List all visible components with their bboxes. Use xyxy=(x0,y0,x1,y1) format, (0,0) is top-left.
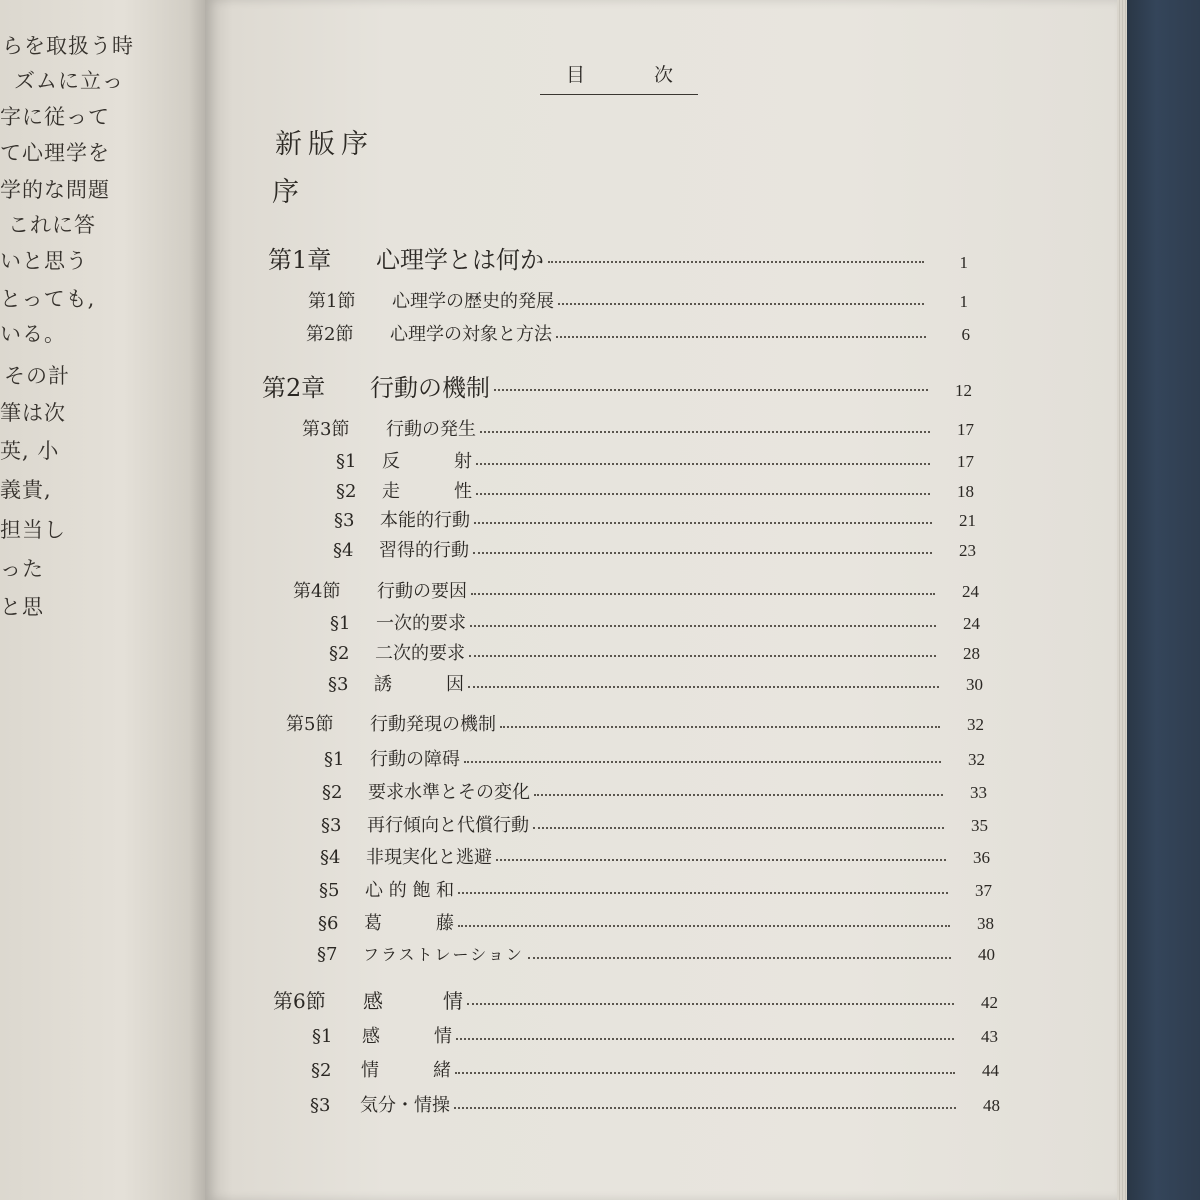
dot-leader xyxy=(473,552,932,554)
left-page-line: その計 xyxy=(4,364,70,388)
entry-number: §2 xyxy=(322,782,343,803)
entry-number: 第3節 xyxy=(302,419,350,440)
toc-heading-left: 目 xyxy=(566,64,586,86)
entry-title: 行動の要因 xyxy=(377,581,467,602)
entry-title: 行動発現の機制 xyxy=(370,714,496,735)
left-page-line: と思 xyxy=(0,595,44,619)
toc-entry-subsection xyxy=(324,745,985,771)
toc-entry-section xyxy=(302,415,974,441)
entry-title: フラストレーション xyxy=(363,945,524,964)
entry-number: §7 xyxy=(317,944,338,965)
toc-entry-chapter xyxy=(262,368,972,403)
dot-leader xyxy=(469,655,936,657)
toc-entry-subsection xyxy=(321,811,988,837)
entry-title: 習得的行動 xyxy=(379,540,469,561)
dot-leader xyxy=(480,431,930,433)
toc-entry-subsection xyxy=(336,477,974,503)
toc-entry-subsection xyxy=(334,506,976,532)
toc-entry-subsection xyxy=(311,1056,999,1082)
entry-number: §3 xyxy=(310,1095,331,1116)
entry-title: 行動の発生 xyxy=(386,419,476,440)
dot-leader xyxy=(470,625,936,627)
toc-entry-chapter xyxy=(268,240,968,275)
entry-title: 気分・情操 xyxy=(360,1095,450,1116)
entry-title: 葛 藤 xyxy=(364,913,454,934)
entry-page: 17 xyxy=(957,452,974,471)
entry-page: 32 xyxy=(967,715,984,734)
entry-number: §6 xyxy=(318,913,339,934)
entry-title: 本能的行動 xyxy=(380,510,470,531)
entry-number: §1 xyxy=(336,451,357,472)
entry-page: 17 xyxy=(957,420,974,439)
entry-number: 第4節 xyxy=(293,581,341,602)
entry-page: 40 xyxy=(978,945,995,964)
toc-entry-subsection xyxy=(336,447,974,473)
entry-page: 44 xyxy=(982,1061,999,1080)
dot-leader xyxy=(458,892,948,894)
left-page-line: これに答 xyxy=(8,213,96,237)
entry-title: 行動の障碍 xyxy=(370,749,460,770)
toc-entry-subsection xyxy=(322,778,987,804)
entry-title: 感 情 xyxy=(363,989,463,1013)
dot-leader xyxy=(496,859,946,861)
entry-number: 第1節 xyxy=(308,291,356,312)
entry-page: 28 xyxy=(963,644,980,663)
left-facing-page xyxy=(0,0,205,1200)
entry-page: 6 xyxy=(961,325,970,344)
entry-number: §4 xyxy=(320,847,341,868)
dot-leader xyxy=(458,925,950,927)
toc-entry-subsection xyxy=(320,843,990,869)
toc-entry-subsection xyxy=(319,876,992,902)
entry-title: 心理学の歴史的発展 xyxy=(392,291,554,312)
entry-page: 43 xyxy=(981,1027,998,1046)
dot-leader xyxy=(474,522,932,524)
entry-number: §2 xyxy=(311,1060,332,1081)
left-page-line: った xyxy=(0,557,44,581)
entry-title: 反 射 xyxy=(382,451,472,472)
left-page-line: いる。 xyxy=(0,322,66,346)
left-page-line: いと思う xyxy=(0,249,88,273)
toc-heading xyxy=(540,58,698,95)
entry-page: 30 xyxy=(966,675,983,694)
entry-page: 42 xyxy=(981,993,998,1012)
entry-page: 24 xyxy=(962,582,979,601)
dot-leader xyxy=(500,726,940,728)
entry-title: 非現実化と逃避 xyxy=(366,847,492,868)
entry-title: 走 性 xyxy=(382,481,472,502)
dot-leader xyxy=(533,827,944,829)
toc-entry-subsection xyxy=(318,909,994,935)
dot-leader xyxy=(534,794,943,796)
toc-entry-section xyxy=(273,985,998,1014)
left-page-line: らを取扱う時 xyxy=(2,34,134,58)
entry-title: 感 情 xyxy=(362,1026,452,1047)
dot-leader xyxy=(476,463,930,465)
entry-page: 1 xyxy=(959,253,968,272)
dot-leader xyxy=(528,957,951,959)
left-page-line: て心理学を xyxy=(0,141,110,165)
dot-leader xyxy=(467,1003,954,1005)
entry-number: 第2章 xyxy=(262,374,326,402)
entry-number: §1 xyxy=(330,613,351,634)
entry-page: 24 xyxy=(963,614,980,633)
entry-title: 心 的 飽 和 xyxy=(365,880,455,901)
dot-leader xyxy=(456,1038,954,1040)
toc-entry-subsection xyxy=(312,1022,998,1048)
entry-number: §2 xyxy=(329,643,350,664)
preface: 序 xyxy=(272,177,305,208)
entry-number: §1 xyxy=(324,749,345,770)
dot-leader xyxy=(476,493,930,495)
entry-title: 要求水準とその変化 xyxy=(368,782,530,803)
entry-number: §5 xyxy=(319,880,340,901)
toc-entry-subsection xyxy=(310,1091,1000,1117)
entry-number: §3 xyxy=(328,674,349,695)
dot-leader xyxy=(471,593,935,595)
entry-number: 第6節 xyxy=(273,989,326,1013)
entry-number: 第5節 xyxy=(286,714,334,735)
toc-entry-subsection xyxy=(329,639,980,665)
left-page-line: ズムに立っ xyxy=(14,69,124,93)
entry-page: 48 xyxy=(983,1096,1000,1115)
page-edge xyxy=(1117,0,1127,1200)
entry-page: 18 xyxy=(957,482,974,501)
dot-leader xyxy=(494,389,928,391)
dot-leader xyxy=(468,686,939,688)
entry-title: 行動の機制 xyxy=(370,374,490,402)
entry-title: 心理学とは何か xyxy=(376,246,544,274)
left-page-line: 英, 小 xyxy=(0,439,60,463)
dot-leader xyxy=(464,761,941,763)
entry-number: §3 xyxy=(321,815,342,836)
toc-entry-subsection xyxy=(333,536,976,562)
entry-title: 一次的要求 xyxy=(376,613,466,634)
entry-number: §3 xyxy=(334,510,355,531)
toc-entry-section xyxy=(293,577,979,603)
toc-entry-section xyxy=(286,710,984,736)
left-page-line: 義貴, xyxy=(0,478,52,502)
entry-page: 35 xyxy=(971,816,988,835)
toc-entry-subsection xyxy=(317,942,995,965)
left-page-line: 字に従って xyxy=(0,105,110,129)
dot-leader xyxy=(455,1072,955,1074)
entry-number: 第1章 xyxy=(268,246,332,274)
toc-entry-section xyxy=(308,287,968,313)
dot-leader xyxy=(454,1107,956,1109)
entry-page: 37 xyxy=(975,881,992,900)
entry-page: 36 xyxy=(973,848,990,867)
dot-leader xyxy=(558,303,924,305)
entry-page: 23 xyxy=(959,541,976,560)
entry-number: §1 xyxy=(312,1026,333,1047)
toc-entry-subsection xyxy=(328,670,983,696)
entry-number: §4 xyxy=(333,540,354,561)
toc-heading-right: 次 xyxy=(654,64,674,86)
entry-page: 21 xyxy=(959,511,976,530)
entry-title: 二次的要求 xyxy=(375,643,465,664)
dot-leader xyxy=(556,336,926,338)
entry-page: 38 xyxy=(977,914,994,933)
entry-title: 誘 因 xyxy=(374,674,464,695)
entry-page: 33 xyxy=(970,783,987,802)
entry-title: 心理学の対象と方法 xyxy=(390,324,552,345)
entry-page: 12 xyxy=(955,381,972,400)
dot-leader xyxy=(548,261,924,263)
left-page-line: 学的な問題 xyxy=(0,178,110,202)
new-edition-preface: 新版序 xyxy=(275,129,374,160)
entry-title: 再行傾向と代償行動 xyxy=(367,815,529,836)
toc-entry-section xyxy=(306,320,970,346)
left-page-line: 担当し xyxy=(0,518,66,542)
entry-title: 情 緒 xyxy=(361,1060,451,1081)
left-page-line: とっても, xyxy=(0,287,96,311)
left-page-line: 筆は次 xyxy=(0,401,66,425)
entry-number: §2 xyxy=(336,481,357,502)
toc-entry-subsection xyxy=(330,609,980,635)
book-cover-edge xyxy=(1127,0,1200,1200)
entry-number: 第2節 xyxy=(306,324,354,345)
entry-page: 32 xyxy=(968,750,985,769)
entry-page: 1 xyxy=(959,292,968,311)
